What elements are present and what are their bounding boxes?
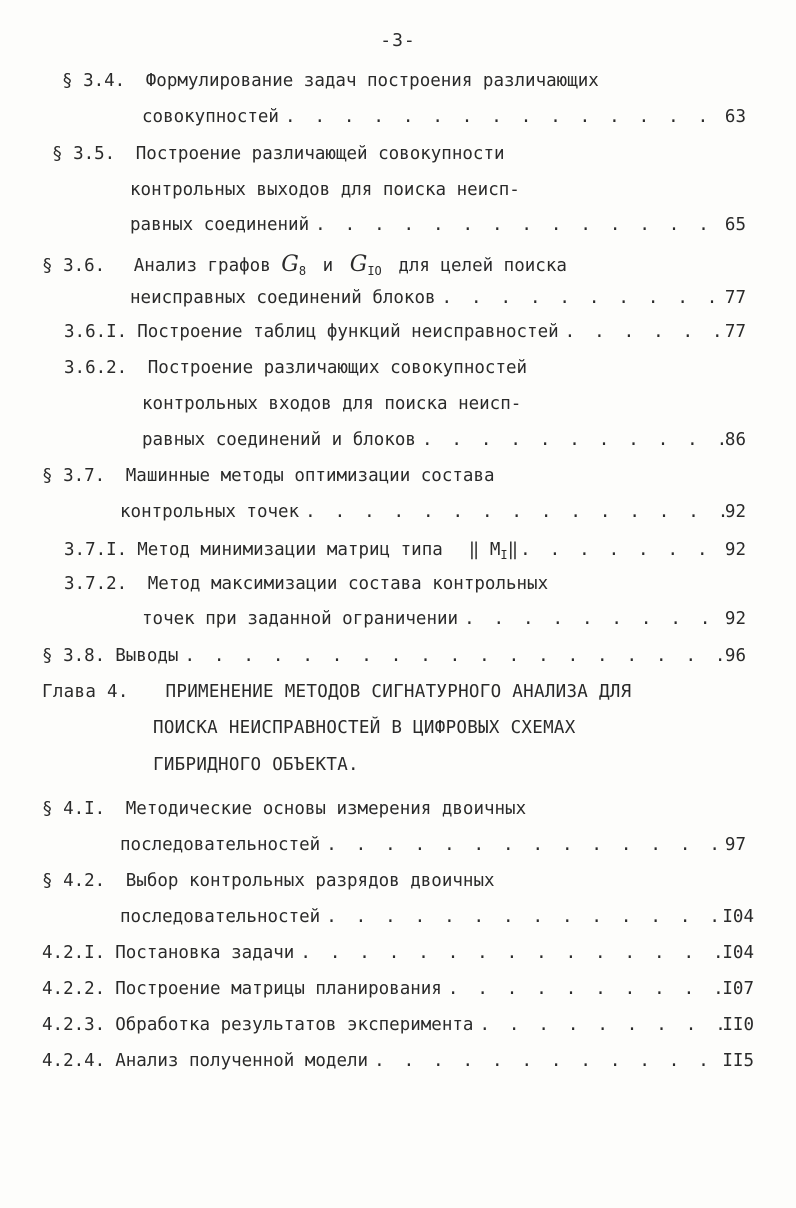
section-number: § 3.6. xyxy=(42,256,106,276)
entry-title: последовательностей xyxy=(120,907,321,927)
graph-symbol: G xyxy=(349,252,368,277)
page-ref: 63 xyxy=(724,107,746,127)
toc-entry-4-2-2 xyxy=(42,976,754,1002)
entry-title: Машинные методы оптимизации состава xyxy=(125,466,495,486)
dot-leader xyxy=(368,1048,722,1074)
entry-title: последовательностей xyxy=(120,835,321,855)
dot-leader xyxy=(320,832,725,858)
page-ref: I04 xyxy=(722,943,754,963)
section-number: 4.2.I. xyxy=(42,943,106,963)
toc-entry-3-5-cont2 xyxy=(130,212,746,238)
entry-title: Постановка задачи xyxy=(115,943,295,963)
section-number: § 3.5. xyxy=(52,144,116,164)
dot-leader xyxy=(320,904,722,930)
chapter-heading-4-cont2 xyxy=(153,752,359,778)
page-ref: 92 xyxy=(724,540,746,560)
toc-entry-3-5 xyxy=(52,141,505,167)
chapter-title: ГИБРИДНОГО ОБЪЕКТА. xyxy=(153,755,359,775)
graph-subscript: 8 xyxy=(298,264,307,278)
entry-title: неисправных соединений блоков xyxy=(130,288,436,308)
toc-entry-3-8 xyxy=(42,643,746,669)
toc-entry-3-6-2-cont2 xyxy=(142,427,746,453)
entry-title: Методические основы измерения двоичных xyxy=(125,799,527,819)
entry-title: Метод максимизации состава контрольных xyxy=(147,574,549,594)
toc-entry-4-2 xyxy=(42,868,495,894)
toc-entry-3-7-cont xyxy=(120,499,746,525)
dot-leader xyxy=(442,976,723,1002)
section-number: § 3.7. xyxy=(42,466,106,486)
entry-title: контрольных входов для поиска неисп- xyxy=(142,394,522,414)
section-number: 3.6.I. xyxy=(64,322,128,342)
section-number: 3.7.I. xyxy=(64,540,128,560)
toc-entry-3-7-2 xyxy=(64,571,548,597)
dot-leader xyxy=(294,940,722,966)
toc-entry-3-6 xyxy=(42,248,567,282)
entry-title: Анализ графов xyxy=(133,256,271,276)
dot-leader xyxy=(178,643,724,669)
page-number: -3- xyxy=(380,30,416,51)
toc-entry-4-1 xyxy=(42,796,526,822)
dot-leader xyxy=(458,606,725,632)
page-ref: 97 xyxy=(724,835,746,855)
entry-title: Построение таблиц функций неисправностей xyxy=(137,322,559,342)
page-ref: 92 xyxy=(724,502,746,522)
entry-title: совокупностей xyxy=(142,107,279,127)
section-number: § 3.8. xyxy=(42,646,106,666)
matrix-symbol: ‖ $M_I‖$ xyxy=(468,540,519,562)
dot-leader xyxy=(559,319,725,345)
graph-subscript: IO xyxy=(367,264,382,278)
entry-title: контрольных точек xyxy=(120,502,300,522)
page-ref: II0 xyxy=(722,1015,754,1035)
section-number: 4.2.3. xyxy=(42,1015,106,1035)
chapter-heading-4 xyxy=(42,679,631,705)
entry-title: Формулирование задач построения различающих xyxy=(145,71,599,91)
toc-entry-4-2-1 xyxy=(42,940,754,966)
chapter-heading-4-cont xyxy=(153,715,576,741)
section-number: § 4.2. xyxy=(42,871,106,891)
toc-entry-3-5-cont xyxy=(130,177,520,203)
page-ref: I04 xyxy=(722,907,754,927)
entry-title: точек при заданной ограничении xyxy=(142,609,459,629)
page-ref: 77 xyxy=(724,322,746,342)
toc-entry-4-2-3 xyxy=(42,1012,754,1038)
page-ref: 92 xyxy=(724,609,746,629)
toc-entry-4-2-4 xyxy=(42,1048,754,1074)
chapter-title: ПОИСКА НЕИСПРАВНОСТЕЙ В ЦИФРОВЫХ СХЕМАХ xyxy=(153,718,576,738)
entry-title: для целей поиска xyxy=(398,256,567,276)
dot-leader xyxy=(309,212,725,238)
dot-leader xyxy=(279,104,725,130)
chapter-label: Глава 4. xyxy=(42,682,129,702)
page-ref: 65 xyxy=(724,215,746,235)
entry-title: Выбор контрольных разрядов двоичных xyxy=(125,871,495,891)
entry-title: равных соединений xyxy=(130,215,310,235)
toc-entry-3-6-1 xyxy=(64,319,746,345)
entry-title: Анализ полученной модели xyxy=(115,1051,369,1071)
toc-entry-3-6-2 xyxy=(64,355,527,381)
section-number: 3.6.2. xyxy=(64,358,128,378)
page-ref: II5 xyxy=(722,1051,754,1071)
toc-entry-4-1-cont xyxy=(120,832,746,858)
chapter-title: ПРИМЕНЕНИЕ МЕТОДОВ СИГНАТУРНОГО АНАЛИЗА ДЛЯ xyxy=(165,682,632,702)
entry-title: контрольных выходов для поиска неисп- xyxy=(130,180,520,200)
dot-leader xyxy=(416,427,725,453)
toc-entry-4-2-cont xyxy=(120,904,754,930)
dot-leader xyxy=(518,535,725,565)
entry-title: Построение различающих совокупностей xyxy=(147,358,528,378)
section-number: 4.2.2. xyxy=(42,979,106,999)
dot-leader xyxy=(473,1012,722,1038)
entry-title: Обработка результатов эксперимента xyxy=(115,1015,474,1035)
page-ref: 96 xyxy=(724,646,746,666)
toc-entry-3-6-cont xyxy=(130,285,746,311)
toc-entry-3-4-cont xyxy=(142,104,746,130)
entry-title: Метод минимизации матриц типа xyxy=(137,540,443,560)
page-ref: 86 xyxy=(724,430,746,450)
entry-title: и xyxy=(322,256,334,276)
entry-title: Выводы xyxy=(115,646,179,666)
page-ref: 77 xyxy=(724,288,746,308)
toc-entry-3-7-1 xyxy=(64,535,746,565)
entry-title: Построение матрицы планирования xyxy=(115,979,442,999)
dot-leader xyxy=(299,499,725,525)
section-number: 4.2.4. xyxy=(42,1051,106,1071)
toc-entry-3-6-2-cont xyxy=(142,391,521,417)
section-number: § 4.I. xyxy=(42,799,106,819)
entry-title: равных соединений и блоков xyxy=(142,430,416,450)
toc-entry-3-7 xyxy=(42,463,495,489)
graph-symbol: G xyxy=(281,252,299,277)
dot-leader xyxy=(436,285,725,311)
page-ref: I07 xyxy=(722,979,754,999)
entry-title: Построение различающей совокупности xyxy=(135,144,505,164)
toc-entry-3-4 xyxy=(62,68,599,94)
toc-entry-3-7-2-cont xyxy=(142,606,746,632)
section-number: § 3.4. xyxy=(62,71,126,91)
section-number: 3.7.2. xyxy=(64,574,128,594)
